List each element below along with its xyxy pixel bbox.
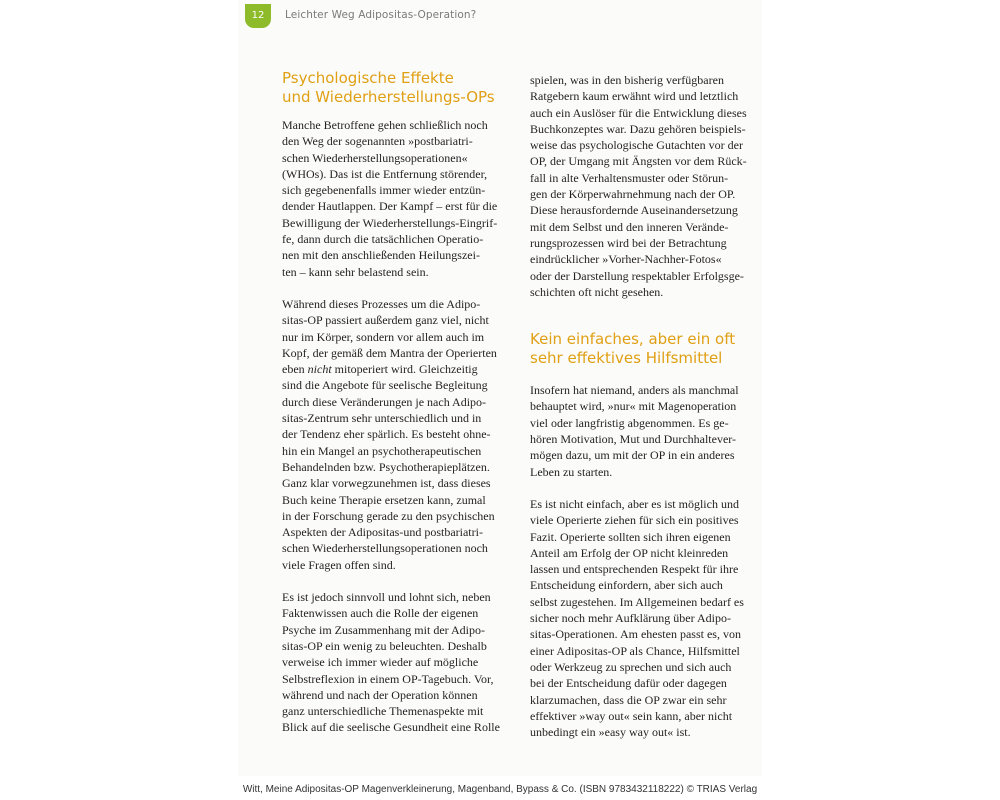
emphasis-text: nicht: [307, 362, 332, 377]
footer-citation: Witt, Meine Adipositas-OP Magenverkleinerung, Magenband, Bypass & Co. (ISBN 9783432118222) © TRIAS Verlag: [242, 784, 758, 795]
paragraph: spielen, was in den bisherig verfügbaren Ratgebern kaum erwähnt wird und letztlich auch ein Auslöser für die Entwicklung dieses Buchkonzeptes war. Dazu gehören beispiels- weise das psychologische Gutachten vor der OP, der Umgang mit Ängsten vor dem Rück- fall in alte Verhaltensmuster oder Störun- gen der Körperwahrnehmung nach der OP. Diese herausfordernde Auseinandersetzung mit dem Selbst und den inneren Verände- rungsprozessen wird bei der Betrachtung eindrücklicher »Vorher-Nachher-Fotos« oder der Darstellung respektabler Erfolgsge- schichten oft nicht gesehen.: [530, 73, 747, 299]
paragraph: Manche Betroffene gehen schließlich noch den Weg der sogenannten »postbariatri- schen Wiederherstellungsoperationen« (WHOs). Das ist die Entfernung störender, sich gegebenenfalls immer wieder entzün- dender Hautlappen. Der Kampf – erst für die Bewilligung der Wiederherstellungs-Eingrif- fe, dann durch die tatsächlichen Operatio- nen mit den anschließenden Heilungszei- ten – kann sehr belastend sein.: [282, 118, 498, 279]
text-run: Während dieses Prozesses um die Adipo- sitas-OP passiert außerdem ganz viel, nicht nur im Körper, sondern vor allem auch im Kopf, der gemäß dem Mantra der Operierten eben: [282, 296, 497, 377]
paragraph: Insofern hat niemand, anders als manchmal behauptet wird, »nur« mit Magenoperation viel oder langfristig abgenommen. Es ge- hören Motivation, Mut und Durchhaltever- mögen dazu, um mit der OP in ein anderes Leben zu starten.: [530, 383, 739, 479]
section-heading-kein-einfaches: Kein einfaches, aber ein oft sehr effektives Hilfsmittel: [530, 330, 736, 368]
section-heading-psychologische-effekte: Psychologische Effekte und Wiederherstellungs-OPs: [282, 69, 495, 106]
running-title: Leichter Weg Adipositas-Operation?: [285, 9, 477, 21]
paragraph: Es ist nicht einfach, aber es ist möglich und viele Operierte ziehen für sich ein positives Fazit. Operierte sollten sich ihren eigenen Anteil am Erfolg der OP nicht kleinreden lassen und entsprechenden Respekt für ihre Entscheidung einfordern, aber sich auch selbst zugestehen. Im Allgemeinen bedarf es sicher noch mehr Aufklärung über Adipo- sitas-Operationen. Am ehesten passt es, von einer Adipositas-OP als Chance, Hilfsmittel oder Werkzeug zu sprechen und sich auch bei der Entscheidung dafür oder dagegen klarzumachen, dass die OP zwar ein sehr effektiver »way out« sein kann, aber nicht unbedingt ein »easy way out« ist.: [530, 496, 744, 740]
paragraph: Es ist jedoch sinnvoll und lohnt sich, neben Faktenwissen auch die Rolle der eigenen Psyche im Zusammenhang mit der Adipo- sitas-OP ein wenig zu beleuchten. Deshalb verweise ich immer wieder auf mögliche Selbstreflexion in einem OP-Tagebuch. Vor, während und nach der Operation können ganz unterschiedliche Themenaspekte mit Blick auf die seelische Gesundheit eine Rolle: [282, 590, 500, 735]
right-column: [530, 72, 765, 740]
text-run: mitoperiert wird. Gleichzeitig sind die Angebote für seelische Begleitung durch diese Veränderungen je nach Adipo- sitas-Zentrum sehr unterschiedlich und in der Tendenz eher spärlich. Es besteht ohne- hin ein Mangel an psychotherapeutischen Behandelnden bzw. Psychotherapieplätzen. Ganz klar vorwegzunehmen ist, dass dieses Buch keine Therapie ersetzen kann, zumal in der Forschung gerade zu den psychischen Aspekten der Adipositas-und postbariatri- schen Wiederherstellungsoperationen noch viele Fragen offen sind.: [282, 362, 495, 572]
left-column: [282, 69, 517, 736]
page-number-badge: 12: [245, 4, 271, 28]
paragraph: [282, 296, 517, 573]
